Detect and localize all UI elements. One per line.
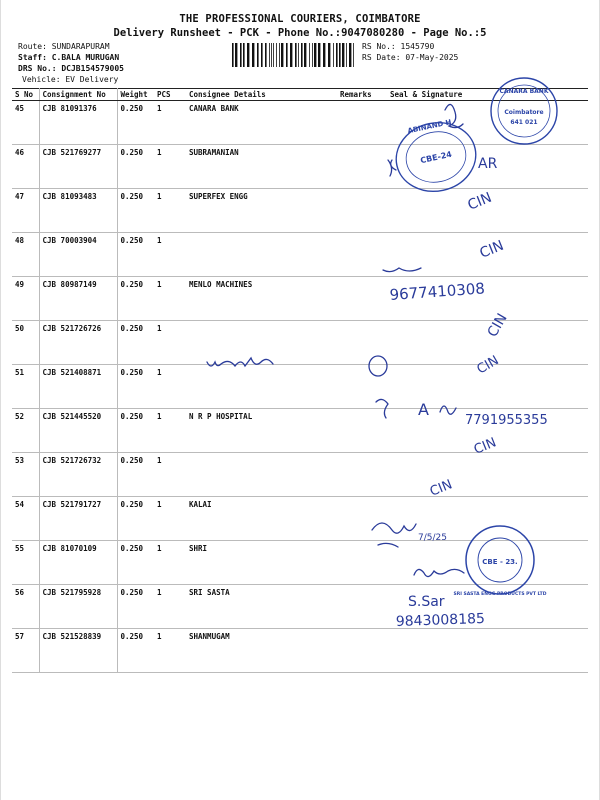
cell-consignment: CJB 521726726: [39, 321, 117, 365]
cell-remarks: [337, 101, 387, 145]
cell-weight: 0.250: [117, 541, 154, 585]
cell-weight: 0.250: [117, 409, 154, 453]
canara-stamp-top: CANARA BANK: [499, 88, 549, 95]
cell-pcs: 1: [154, 145, 186, 189]
cell-seal: [387, 277, 588, 321]
cell-pcs: 1: [154, 629, 186, 673]
cell-consignee: KALAI: [186, 497, 337, 541]
cell-weight: 0.250: [117, 585, 154, 629]
company-title: THE PROFESSIONAL COURIERS, COIMBATORE: [179, 13, 421, 25]
cell-seal: [387, 101, 588, 145]
cell-weight: 0.250: [117, 101, 154, 145]
cell-consignment: CJB 521726732: [39, 453, 117, 497]
cell-consignee: MENLO MACHINES: [186, 277, 337, 321]
table-row: [12, 541, 588, 585]
date-55: 7/5/25: [418, 533, 447, 543]
phone-52: 7791955355: [465, 413, 548, 428]
cell-sno: 56: [12, 585, 39, 629]
table-row: [12, 497, 588, 541]
cell-remarks: [337, 629, 387, 673]
cin-mark: CIN: [484, 310, 511, 340]
initials-46: AR: [478, 156, 498, 172]
col-consignment-header: Consignment No: [39, 89, 117, 101]
cell-consignment: CJB 521408871: [39, 365, 117, 409]
cell-consignee: CANARA BANK: [186, 101, 337, 145]
cell-remarks: [337, 497, 387, 541]
table-row: [12, 321, 588, 365]
cell-sno: 47: [12, 189, 39, 233]
vehicle-label: Vehicle:: [22, 75, 61, 84]
cell-sno: 54: [12, 497, 39, 541]
sasta-stamp-name: SRI SASTA ENGG PRODUCTS PVT LTD: [453, 592, 547, 597]
cin-mark: CIN: [471, 435, 499, 458]
cell-remarks: [337, 409, 387, 453]
cell-weight: 0.250: [117, 453, 154, 497]
cell-weight: 0.250: [117, 277, 154, 321]
cell-weight: 0.250: [117, 321, 154, 365]
cin-mark: CIN: [474, 353, 502, 378]
rs-no-value: 1545790: [400, 42, 435, 51]
cell-pcs: 1: [154, 585, 186, 629]
col-remarks-header: Remarks: [337, 89, 387, 101]
cell-sno: 50: [12, 321, 39, 365]
cin-mark: CIN: [477, 237, 507, 262]
drs-value: DCJB154579005: [61, 64, 124, 73]
cell-seal: [387, 541, 588, 585]
barcode: [232, 43, 358, 67]
cell-consignee: SRI SASTA: [186, 585, 337, 629]
cell-consignee: [186, 365, 337, 409]
runsheet-subtitle: Delivery Runsheet - PCK - Phone No.:9047080280 - Page No.:5: [113, 27, 487, 39]
cell-sno: 55: [12, 541, 39, 585]
cell-consignee: [186, 321, 337, 365]
rs-date-line: [362, 53, 458, 62]
cell-seal: [387, 409, 588, 453]
rs-no-label: RS No.:: [362, 42, 396, 51]
canara-stamp-mid: Coimbatore: [504, 109, 544, 116]
table-row: [12, 101, 588, 145]
staff-value: C.BALA MURUGAN: [51, 53, 120, 62]
cell-sno: 45: [12, 101, 39, 145]
cell-remarks: [337, 541, 387, 585]
cell-pcs: 1: [154, 277, 186, 321]
cell-weight: 0.250: [117, 233, 154, 277]
vehicle-line: [22, 75, 118, 84]
abinand-stamp-name: ABINAND H: [406, 118, 453, 136]
cell-consignee: SHRI: [186, 541, 337, 585]
cell-consignee: N R P HOSPITAL: [186, 409, 337, 453]
cell-sno: 52: [12, 409, 39, 453]
table-row: [12, 277, 588, 321]
cell-pcs: 1: [154, 409, 186, 453]
cell-remarks: [337, 277, 387, 321]
rs-date-label: RS Date:: [362, 53, 401, 62]
cell-seal: [387, 585, 588, 629]
cell-consignment: CJB 81091376: [39, 101, 117, 145]
cell-sno: 57: [12, 629, 39, 673]
col-seal-header: Seal & Signature: [387, 89, 588, 101]
cell-weight: 0.250: [117, 145, 154, 189]
cin-mark: CIN: [427, 477, 455, 500]
cell-sno: 49: [12, 277, 39, 321]
drs-line: [18, 64, 124, 73]
cell-consignment: CJB 521791727: [39, 497, 117, 541]
cell-pcs: 1: [154, 497, 186, 541]
cell-seal: [387, 497, 588, 541]
runsheet-table: [12, 88, 588, 673]
table-row: [12, 453, 588, 497]
cell-seal: [387, 145, 588, 189]
route-label: Route:: [18, 42, 47, 51]
rs-date-value: 07-May-2025: [405, 53, 459, 62]
drs-label: DRS No.:: [18, 64, 57, 73]
route-value: SUNDARAPURAM: [51, 42, 110, 51]
cell-consignee: SUPERFEX ENGG: [186, 189, 337, 233]
staff-label: Staff:: [18, 53, 47, 62]
route-line: [18, 42, 110, 51]
col-consignee-header: Consignee Details: [186, 89, 337, 101]
cell-sno: 51: [12, 365, 39, 409]
table-header-row: [12, 89, 588, 101]
phone-57: 9843008185: [395, 610, 486, 630]
cell-weight: 0.250: [117, 629, 154, 673]
cell-pcs: 1: [154, 189, 186, 233]
cell-seal: [387, 629, 588, 673]
cell-weight: 0.250: [117, 189, 154, 233]
cin-mark: CIN: [465, 189, 495, 214]
cell-seal: [387, 453, 588, 500]
table-row: [12, 145, 588, 189]
cell-consignee: SHANMUGAM: [186, 629, 337, 673]
table-row: [12, 629, 588, 673]
sasta-stamp-code: CBE - 23.: [482, 558, 518, 566]
cell-weight: 0.250: [117, 365, 154, 409]
cell-consignment: CJB 70003904: [39, 233, 117, 277]
cell-consignment: CJB 521528839: [39, 629, 117, 673]
col-weight-header: Weight: [117, 89, 154, 101]
cell-consignment: CJB 81070109: [39, 541, 117, 585]
cell-remarks: [337, 321, 387, 365]
table-row: [12, 189, 588, 233]
cell-pcs: 1: [154, 321, 186, 365]
cell-sno: 46: [12, 145, 39, 189]
canara-stamp-code: 641 021: [510, 119, 538, 126]
cell-seal: [387, 365, 588, 409]
table-row: [12, 585, 588, 629]
cell-consignment: CJB 521445520: [39, 409, 117, 453]
cell-seal: [387, 189, 588, 233]
vehicle-value: EV Delivery: [65, 75, 119, 84]
table-row: [12, 233, 588, 277]
cell-remarks: [337, 365, 387, 409]
table-row: [12, 409, 588, 453]
cell-pcs: 1: [154, 233, 186, 277]
cell-remarks: [337, 585, 387, 629]
cell-seal: [387, 233, 588, 277]
cell-seal: [387, 321, 588, 365]
abinand-stamp-city: CBE-24: [419, 149, 453, 166]
cell-consignee: SUBRAMANIAN: [186, 145, 337, 189]
cell-consignment: CJB 81093483: [39, 189, 117, 233]
signature-57: S.Sar: [408, 594, 445, 610]
cell-weight: 0.250: [117, 497, 154, 541]
col-sno-header: S No: [12, 89, 39, 101]
cell-remarks: [337, 189, 387, 233]
initials-52: A: [418, 400, 429, 419]
cell-consignment: CJB 80987149: [39, 277, 117, 321]
cell-sno: 48: [12, 233, 39, 277]
col-pcs-header: PCS: [154, 89, 186, 101]
cell-sno: 53: [12, 453, 39, 497]
cell-pcs: 1: [154, 453, 186, 497]
cell-remarks: [337, 233, 387, 277]
table-row: [12, 365, 588, 409]
cell-pcs: 1: [154, 101, 186, 145]
cell-pcs: 1: [154, 541, 186, 585]
cell-remarks: [337, 453, 387, 497]
phone-49: 9677410308: [389, 279, 486, 304]
cell-pcs: 1: [154, 365, 186, 409]
cell-consignee: [186, 233, 337, 277]
cell-consignment: CJB 521795928: [39, 585, 117, 629]
rs-no-line: [362, 42, 434, 51]
cell-consignment: CJB 521769277: [39, 145, 117, 189]
cell-consignee: [186, 453, 337, 497]
cell-remarks: [337, 145, 387, 189]
staff-line: [18, 53, 119, 62]
